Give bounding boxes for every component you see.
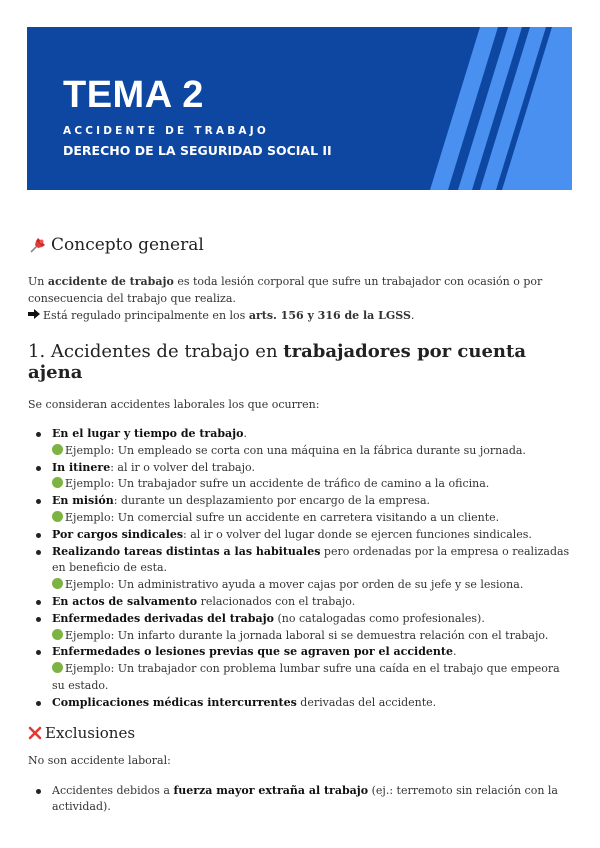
definition-post: es toda lesión corporal que sufre un trabajador con ocasión o por consecuencia del trabajo que realiza. bbox=[28, 275, 543, 305]
list-item: Complicaciones médicas intercurrentes derivadas del accidente. bbox=[28, 695, 573, 712]
page-subtitle: ACCIDENTE DE TRABAJO bbox=[63, 125, 269, 137]
list-item: En actos de salvamento relacionados con el trabajo. bbox=[28, 594, 573, 611]
exclusiones-list bbox=[28, 783, 573, 817]
right-arrow-icon bbox=[28, 309, 40, 319]
section1-intro: Se consideran accidentes laborales los que ocurren: bbox=[28, 398, 320, 411]
list-item: En el lugar y tiempo de trabajo. Ejemplo: Un empleado se corta con una máquina en la fábrica durante su jornada. bbox=[28, 426, 573, 460]
green-circle-icon bbox=[52, 511, 63, 522]
list-item: Enfermedades derivadas del trabajo (no catalogadas como profesionales). Ejemplo: Un infarto durante la jornada laboral si se demuestra relación con el trabajo. bbox=[28, 611, 573, 645]
section1-heading-pre: 1. Accidentes de trabajo en bbox=[28, 341, 284, 362]
example-line: Ejemplo: Un comercial sufre un accidente en carretera visitando a un cliente. bbox=[52, 510, 573, 527]
green-circle-icon bbox=[52, 477, 63, 488]
title-banner bbox=[27, 27, 572, 190]
section1-heading-bold: trabajadores por cuenta ajena bbox=[28, 341, 526, 383]
section1-heading bbox=[28, 341, 573, 383]
green-circle-icon bbox=[52, 444, 63, 455]
example-line: Ejemplo: Un empleado se corta con una máquina en la fábrica durante su jornada. bbox=[52, 443, 573, 460]
example-line: Ejemplo: Un administrativo ayuda a mover cajas por orden de su jefe y se lesiona. bbox=[52, 577, 573, 594]
regulation-bold: arts. 156 y 316 de la LGSS bbox=[248, 309, 411, 322]
list-item: In itinere: al ir o volver del trabajo. Ejemplo: Un trabajador sufre un accidente de tráfico de camino a la oficina. bbox=[28, 460, 573, 494]
exclusiones-intro: No son accidente laboral: bbox=[28, 753, 171, 767]
list-item: Enfermedades o lesiones previas que se agraven por el accidente. Ejemplo: Un trabajador con problema lumbar sufre una caída en el trabajo que empeora su estado. bbox=[28, 644, 573, 694]
definition-pre: Un bbox=[28, 275, 48, 288]
example-line: Ejemplo: Un trabajador con problema lumbar sufre una caída en el trabajo que empeora su estado. bbox=[52, 662, 560, 692]
green-circle-icon bbox=[52, 629, 63, 640]
definition-bold: accidente de trabajo bbox=[47, 275, 174, 288]
banner-stripes bbox=[372, 27, 572, 190]
concepto-definition bbox=[28, 273, 573, 307]
section1-list bbox=[28, 426, 573, 712]
page-title: TEMA 2 bbox=[63, 74, 204, 116]
list-item: Por cargos sindicales: al ir o volver del lugar donde se ejercen funciones sindicales. bbox=[28, 527, 573, 544]
concepto-regulation bbox=[28, 307, 573, 324]
pushpin-icon bbox=[28, 235, 48, 255]
course-name: DERECHO DE LA SEGURIDAD SOCIAL II bbox=[63, 143, 332, 158]
document-body bbox=[28, 232, 573, 816]
green-circle-icon bbox=[52, 662, 63, 673]
green-circle-icon bbox=[52, 578, 63, 589]
list-item: Realizando tareas distintas a las habituales pero ordenadas por la empresa o realizadas en beneficio de esta. Ejemplo: Un administrativo ayuda a mover cajas por orden de su jefe y se lesiona. bbox=[28, 544, 573, 594]
regulation-pre: Está regulado principalmente en los bbox=[43, 309, 249, 322]
exclusiones-heading bbox=[28, 720, 573, 746]
example-line: Ejemplo: Un trabajador sufre un accidente de tráfico de camino a la oficina. bbox=[52, 476, 573, 493]
concepto-heading-text: Concepto general bbox=[51, 235, 204, 255]
regulation-post: . bbox=[410, 309, 415, 322]
list-item: Accidentes debidos a fuerza mayor extraña al trabajo (ej.: terremoto sin relación con la actividad). bbox=[28, 783, 573, 817]
exclusiones-heading-text: Exclusiones bbox=[45, 723, 136, 742]
red-cross-icon bbox=[28, 726, 42, 740]
concepto-heading bbox=[28, 232, 573, 258]
list-item: En misión: durante un desplazamiento por encargo de la empresa. Ejemplo: Un comercial sufre un accidente en carretera visitando a un cliente. bbox=[28, 493, 573, 527]
example-line: Ejemplo: Un infarto durante la jornada laboral si se demuestra relación con el trabajo. bbox=[52, 628, 573, 645]
